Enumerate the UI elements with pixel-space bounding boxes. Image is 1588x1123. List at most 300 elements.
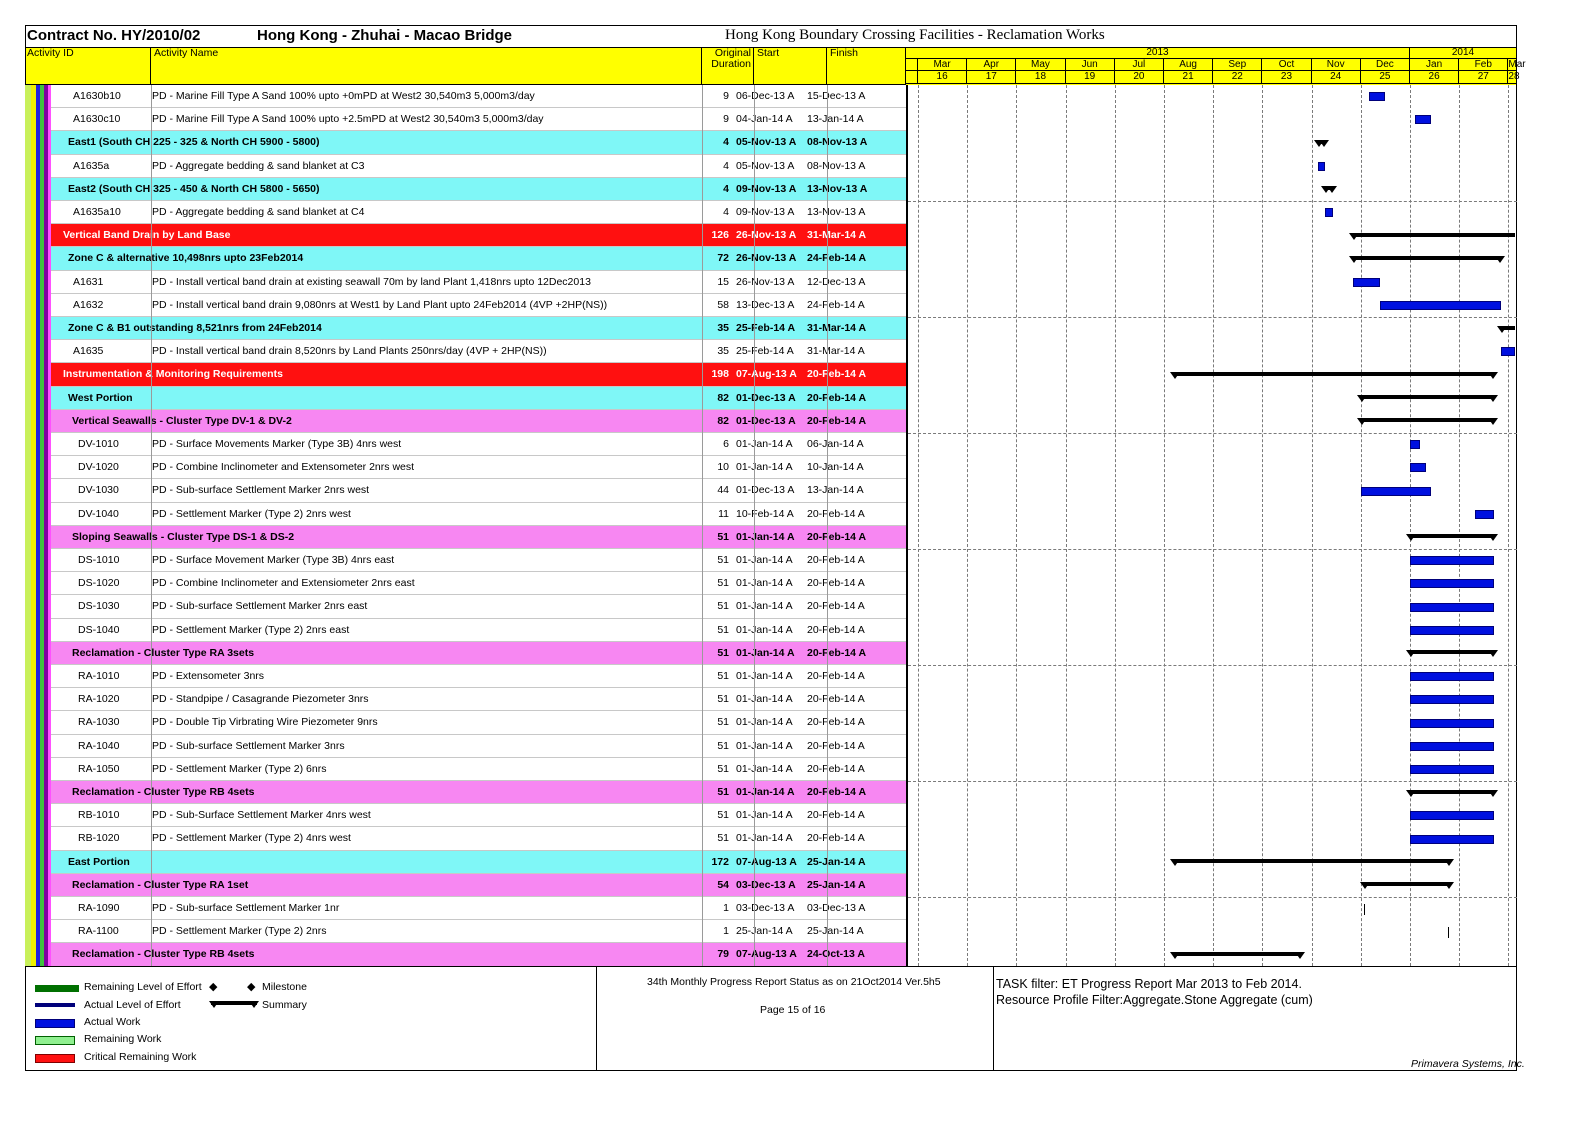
activity-row[interactable] bbox=[51, 479, 906, 502]
activity-id: RA-1100 bbox=[78, 925, 119, 938]
gantt-summary-bar[interactable] bbox=[1361, 395, 1494, 399]
activity-id: RA-1020 bbox=[78, 693, 120, 706]
activity-start: 01-Jan-14 A bbox=[736, 646, 795, 659]
activity-start: 25-Feb-14 A bbox=[736, 345, 794, 358]
activity-start: 01-Jan-14 A bbox=[736, 832, 793, 845]
activity-name: PD - Sub-Surface Settlement Marker 4nrs west bbox=[152, 809, 371, 822]
activity-duration: 51 bbox=[717, 577, 729, 590]
activity-start: 07-Aug-13 A bbox=[736, 368, 797, 381]
activity-row[interactable] bbox=[51, 549, 906, 572]
wbs-group-row[interactable] bbox=[51, 874, 906, 897]
gantt-actual-bar[interactable] bbox=[1410, 672, 1494, 681]
header-activity-name[interactable]: Activity Name bbox=[151, 47, 702, 85]
activity-id: RA-1030 bbox=[78, 716, 120, 729]
gantt-summary-bar[interactable] bbox=[1353, 256, 1502, 260]
activity-start: 25-Jan-14 A bbox=[736, 925, 793, 938]
gantt-summary-bar[interactable] bbox=[1410, 650, 1494, 654]
activity-name: PD - Sub-surface Settlement Marker 3nrs bbox=[152, 739, 345, 752]
activity-finish: 31-Mar-14 A bbox=[807, 322, 867, 334]
activity-finish: 03-Dec-13 A bbox=[807, 902, 866, 914]
activity-id: DS-1010 bbox=[78, 554, 120, 566]
summary-end-icon bbox=[1444, 882, 1454, 889]
wbs-group-row[interactable] bbox=[51, 943, 906, 966]
wbs-group-row[interactable] bbox=[51, 317, 906, 340]
activity-finish: 24-Oct-13 A bbox=[807, 948, 865, 961]
gantt-band-line bbox=[908, 317, 1517, 318]
activity-duration: 51 bbox=[717, 600, 729, 613]
activity-row[interactable] bbox=[51, 155, 906, 178]
gantt-summary-bar[interactable] bbox=[1364, 882, 1450, 886]
milestone-diamond-icon: ◆ bbox=[247, 981, 256, 993]
header-duration[interactable]: Original Duration bbox=[702, 47, 754, 85]
activity-start: 03-Dec-13 A bbox=[736, 902, 795, 914]
gantt-actual-bar[interactable] bbox=[1410, 765, 1494, 774]
activity-duration: 1 bbox=[723, 925, 729, 938]
activity-name: PD - Settlement Marker (Type 2) 4nrs west bbox=[152, 832, 351, 845]
activity-duration: 51 bbox=[717, 693, 729, 706]
col-divider bbox=[827, 85, 828, 966]
summary-start-icon bbox=[1406, 790, 1416, 797]
activity-row[interactable] bbox=[51, 85, 906, 108]
gantt-actual-bar[interactable] bbox=[1410, 440, 1420, 449]
gantt-gridline bbox=[918, 85, 919, 966]
activity-finish: 15-Dec-13 A bbox=[807, 90, 866, 102]
legend-milestone: Milestone bbox=[262, 981, 307, 993]
week-number: 28 bbox=[1508, 71, 1520, 82]
summary-end-icon bbox=[1319, 140, 1329, 147]
activity-duration: 10 bbox=[717, 461, 729, 474]
gantt-actual-bar[interactable] bbox=[1410, 742, 1494, 751]
month-label: Mar bbox=[918, 59, 967, 71]
activity-duration: 126 bbox=[711, 229, 729, 242]
activity-finish: 20-Feb-14 A bbox=[807, 739, 865, 752]
activity-duration: 82 bbox=[717, 391, 729, 404]
activity-id: DV-1030 bbox=[78, 484, 119, 497]
activity-duration: 51 bbox=[717, 670, 729, 682]
gantt-actual-bar[interactable] bbox=[1448, 927, 1449, 938]
gantt-summary-bar[interactable] bbox=[1174, 859, 1450, 863]
activity-name: PD - Surface Movements Marker (Type 3B) 4nrs west bbox=[152, 438, 402, 450]
page-number: Page 15 of 16 bbox=[760, 1004, 826, 1016]
activity-start: 01-Jan-14 A bbox=[736, 530, 795, 543]
activity-row[interactable] bbox=[51, 201, 906, 224]
legend-actual-work-swatch bbox=[35, 1019, 75, 1028]
activity-name: PD - Sub-surface Settlement Marker 2nrs west bbox=[152, 484, 370, 497]
activity-row[interactable] bbox=[51, 433, 906, 456]
summary-end-icon bbox=[1295, 952, 1305, 959]
gantt-actual-bar[interactable] bbox=[1410, 695, 1494, 704]
activity-duration: 51 bbox=[717, 554, 729, 566]
activity-name: East1 (South CH 225 - 325 & North CH 5900 - 5800) bbox=[68, 136, 320, 149]
activity-start: 01-Dec-13 A bbox=[736, 484, 795, 497]
activity-finish: 20-Feb-14 A bbox=[807, 623, 865, 636]
gantt-actual-bar[interactable] bbox=[1475, 510, 1494, 519]
week-number: 20 bbox=[1115, 71, 1164, 84]
gantt-actual-bar[interactable] bbox=[1369, 92, 1385, 101]
activity-finish: 13-Nov-13 A bbox=[807, 206, 866, 218]
wbs-group-row[interactable] bbox=[51, 642, 906, 665]
activity-start: 01-Dec-13 A bbox=[736, 391, 796, 404]
summary-end-icon bbox=[249, 1001, 259, 1008]
activity-id: A1630b10 bbox=[73, 90, 121, 102]
activity-duration: 9 bbox=[723, 113, 729, 126]
activity-row[interactable] bbox=[51, 619, 906, 642]
summary-start-icon bbox=[1497, 326, 1507, 333]
activity-start: 01-Jan-14 A bbox=[736, 693, 793, 706]
gantt-actual-bar[interactable] bbox=[1410, 579, 1494, 588]
activity-name: PD - Sub-surface Settlement Marker 2nrs east bbox=[152, 600, 368, 613]
week-partial bbox=[906, 71, 918, 84]
summary-end-icon bbox=[1488, 372, 1498, 379]
activity-name: Zone C & B1 outstanding 8,521nrs from 24Feb2014 bbox=[68, 322, 322, 334]
week-number: 26 bbox=[1410, 71, 1459, 84]
wbs-group-row[interactable] bbox=[51, 851, 906, 874]
activity-name: PD - Install vertical band drain at existing seawall 70m by land Plant 1,418nrs upto 12Dec2013 bbox=[152, 275, 591, 288]
footer-divider bbox=[596, 966, 597, 1071]
activity-name: PD - Combine Inclinometer and Extensometer 2nrs west bbox=[152, 461, 415, 474]
activity-finish: 20-Feb-14 A bbox=[807, 600, 865, 613]
activity-duration: 51 bbox=[717, 623, 729, 636]
activity-row[interactable] bbox=[51, 595, 906, 618]
week-number: 21 bbox=[1164, 71, 1213, 84]
activity-id: RA-1010 bbox=[78, 670, 120, 682]
gantt-actual-bar[interactable] bbox=[1325, 208, 1333, 217]
month-label: Aug bbox=[1164, 59, 1213, 71]
activity-finish: 08-Nov-13 A bbox=[807, 136, 868, 149]
activity-name: PD - Surface Movement Marker (Type 3B) 4nrs east bbox=[152, 554, 395, 566]
gantt-gridline bbox=[1361, 85, 1362, 966]
week-number: 27 bbox=[1459, 71, 1508, 84]
gantt-gridline bbox=[1066, 85, 1067, 966]
activity-start: 26-Nov-13 A bbox=[736, 275, 795, 288]
activity-finish: 31-Mar-14 A bbox=[807, 229, 867, 242]
activity-finish: 20-Feb-14 A bbox=[807, 670, 865, 682]
activity-id: DV-1020 bbox=[78, 461, 119, 474]
activity-id: DS-1030 bbox=[78, 600, 120, 613]
activity-start: 01-Jan-14 A bbox=[736, 670, 793, 682]
activity-id: RA-1050 bbox=[78, 762, 120, 775]
wbs-group-row[interactable] bbox=[51, 224, 906, 247]
activity-name: West Portion bbox=[68, 391, 133, 404]
activity-finish: 25-Jan-14 A bbox=[807, 878, 866, 891]
activity-id: DV-1010 bbox=[78, 438, 119, 450]
gantt-summary-bar[interactable] bbox=[1174, 372, 1495, 376]
gantt-summary-bar[interactable] bbox=[1410, 790, 1494, 794]
activity-id: DS-1020 bbox=[78, 577, 120, 590]
activity-row[interactable] bbox=[51, 758, 906, 781]
gantt-band-line bbox=[908, 665, 1517, 666]
gantt-band-line bbox=[908, 781, 1517, 782]
activity-finish: 08-Nov-13 A bbox=[807, 159, 866, 172]
activity-name: PD - Install vertical band drain 8,520nrs by Land Plants 250nrs/day (4VP + 2HP(NS)) bbox=[152, 345, 547, 358]
activity-duration: 4 bbox=[723, 136, 729, 149]
week-number: 16 bbox=[918, 71, 967, 84]
gantt-actual-bar[interactable] bbox=[1380, 301, 1501, 310]
week-number: 22 bbox=[1213, 71, 1262, 84]
gantt-actual-bar[interactable] bbox=[1318, 162, 1325, 171]
activity-row[interactable] bbox=[51, 665, 906, 688]
header-finish[interactable]: Finish bbox=[827, 47, 906, 85]
task-filter: TASK filter: ET Progress Report Mar 2013 to Feb 2014. bbox=[996, 977, 1302, 991]
gantt-actual-bar[interactable] bbox=[1353, 278, 1380, 287]
activity-row[interactable] bbox=[51, 108, 906, 131]
activity-name: East Portion bbox=[68, 855, 130, 868]
summary-start-icon bbox=[1349, 233, 1359, 240]
wbs-group-row[interactable] bbox=[51, 526, 906, 549]
activity-duration: 51 bbox=[717, 739, 729, 752]
activity-row[interactable] bbox=[51, 711, 906, 734]
activity-finish: 13-Nov-13 A bbox=[807, 182, 868, 195]
activity-id: RA-1040 bbox=[78, 739, 120, 752]
activity-row[interactable] bbox=[51, 456, 906, 479]
month-label: Nov bbox=[1312, 59, 1361, 71]
gantt-summary-bar[interactable] bbox=[1174, 952, 1301, 956]
activity-name: PD - Extensometer 3nrs bbox=[152, 670, 265, 682]
activity-start: 01-Jan-14 A bbox=[736, 600, 793, 613]
activity-start: 01-Jan-14 A bbox=[736, 554, 793, 566]
wbs-level-bars bbox=[25, 85, 51, 966]
activity-row[interactable] bbox=[51, 897, 906, 920]
gantt-actual-bar[interactable] bbox=[1410, 626, 1494, 635]
activity-duration: 4 bbox=[723, 182, 729, 195]
header-activity-id[interactable]: Activity ID bbox=[25, 47, 151, 85]
activity-name: PD - Settlement Marker (Type 2) 2nrs bbox=[152, 925, 327, 938]
gantt-actual-bar[interactable] bbox=[1410, 463, 1426, 472]
activity-duration: 9 bbox=[723, 90, 729, 102]
activity-name: Sloping Seawalls - Cluster Type DS-1 & DS-2 bbox=[72, 530, 295, 543]
gantt-summary-bar[interactable] bbox=[1353, 233, 1515, 237]
activity-duration: 51 bbox=[717, 716, 729, 729]
activity-row[interactable] bbox=[51, 340, 906, 363]
activity-finish: 12-Dec-13 A bbox=[807, 275, 866, 288]
week-number: 24 bbox=[1312, 71, 1361, 84]
gantt-actual-bar[interactable] bbox=[1361, 487, 1431, 496]
activity-start: 26-Nov-13 A bbox=[736, 252, 797, 265]
activity-finish: 24-Feb-14 A bbox=[807, 252, 867, 265]
wbs-group-row[interactable] bbox=[51, 410, 906, 433]
activity-start: 09-Nov-13 A bbox=[736, 182, 797, 195]
activity-start: 25-Feb-14 A bbox=[736, 322, 796, 334]
activity-duration: 4 bbox=[723, 206, 729, 218]
gantt-band-line bbox=[908, 201, 1517, 202]
diamond-icon: ◆ bbox=[209, 981, 218, 993]
col-divider bbox=[754, 85, 755, 966]
activity-duration: 51 bbox=[717, 832, 729, 845]
activity-id: RB-1020 bbox=[78, 832, 120, 845]
activity-finish: 20-Feb-14 A bbox=[807, 762, 865, 775]
activity-id: DS-1040 bbox=[78, 623, 120, 636]
legend-actual-work: Actual Work bbox=[84, 1016, 141, 1028]
activity-start: 01-Jan-14 A bbox=[736, 786, 795, 798]
year-2013: 2013 bbox=[906, 47, 1410, 59]
summary-start-icon bbox=[1406, 650, 1416, 657]
activity-finish: 31-Mar-14 A bbox=[807, 345, 865, 358]
activity-duration: 198 bbox=[711, 368, 729, 381]
activity-row[interactable] bbox=[51, 920, 906, 943]
month-label: Mar bbox=[1508, 59, 1526, 70]
legend-remaining-loe: Remaining Level of Effort bbox=[84, 981, 202, 993]
activity-duration: 35 bbox=[717, 322, 729, 334]
wbs-group-row[interactable] bbox=[51, 387, 906, 410]
activity-name: PD - Standpipe / Casagrande Piezometer 3nrs bbox=[152, 693, 369, 706]
activity-name: Reclamation - Cluster Type RA 3sets bbox=[72, 646, 255, 659]
summary-end-icon bbox=[1495, 256, 1505, 263]
summary-end-icon bbox=[1488, 395, 1498, 402]
wbs-group-row[interactable] bbox=[51, 781, 906, 804]
month-label: Oct bbox=[1262, 59, 1311, 71]
activity-id: A1635 bbox=[73, 345, 104, 358]
activity-start: 07-Aug-13 A bbox=[736, 948, 797, 961]
month-label: Sep bbox=[1213, 59, 1262, 71]
activity-start: 07-Aug-13 A bbox=[736, 855, 797, 868]
week-number: 23 bbox=[1262, 71, 1311, 84]
gantt-actual-bar[interactable] bbox=[1364, 904, 1365, 915]
activity-name: PD - Aggregate bedding & sand blanket at C4 bbox=[152, 206, 365, 218]
summary-end-icon bbox=[1488, 418, 1498, 425]
summary-start-icon bbox=[1406, 534, 1416, 541]
week-number: 25 bbox=[1361, 71, 1410, 84]
activity-duration: 35 bbox=[717, 345, 729, 358]
activity-start: 01-Jan-14 A bbox=[736, 577, 793, 590]
summary-start-icon bbox=[1170, 859, 1180, 866]
activity-duration: 79 bbox=[717, 948, 729, 961]
activity-id: A1630c10 bbox=[73, 113, 121, 126]
activity-id: A1635a10 bbox=[73, 206, 121, 218]
vendor-credit: Primavera Systems, Inc. bbox=[1411, 1058, 1525, 1070]
month-label: Jun bbox=[1066, 59, 1115, 71]
activity-duration: 1 bbox=[723, 902, 729, 914]
activity-name: PD - Settlement Marker (Type 2) 2nrs west bbox=[152, 507, 351, 520]
activity-start: 10-Feb-14 A bbox=[736, 507, 794, 520]
summary-start-icon bbox=[209, 1001, 219, 1008]
month-label: Dec bbox=[1361, 59, 1410, 71]
gantt-gridline bbox=[1262, 85, 1263, 966]
summary-start-icon bbox=[1170, 372, 1180, 379]
activity-name: PD - Settlement Marker (Type 2) 2nrs east bbox=[152, 623, 350, 636]
activity-id: A1631 bbox=[73, 275, 104, 288]
activity-finish: 20-Feb-14 A bbox=[807, 646, 867, 659]
activity-duration: 44 bbox=[717, 484, 729, 497]
legend-summary: Summary bbox=[262, 999, 307, 1011]
gantt-band-line bbox=[908, 433, 1517, 434]
week-number: 18 bbox=[1016, 71, 1065, 84]
activity-finish: 24-Feb-14 A bbox=[807, 298, 865, 311]
activity-id: A1632 bbox=[73, 298, 104, 311]
activity-row[interactable] bbox=[51, 271, 906, 294]
activity-duration: 51 bbox=[717, 809, 729, 822]
gantt-gridline bbox=[1016, 85, 1017, 966]
legend-critical-swatch bbox=[35, 1054, 75, 1063]
activity-start: 05-Nov-13 A bbox=[736, 159, 795, 172]
summary-end-icon bbox=[1444, 859, 1454, 866]
activity-name: PD - Settlement Marker (Type 2) 6nrs bbox=[152, 762, 327, 775]
legend-remaining-work: Remaining Work bbox=[84, 1033, 162, 1045]
activity-duration: 4 bbox=[723, 159, 729, 172]
year-2014: 2014 bbox=[1410, 47, 1517, 59]
gantt-actual-bar[interactable] bbox=[1501, 347, 1515, 356]
wbs-group-row[interactable] bbox=[51, 131, 906, 154]
activity-finish: 20-Feb-14 A bbox=[807, 507, 865, 520]
activity-row[interactable] bbox=[51, 804, 906, 827]
activity-duration: 58 bbox=[717, 298, 729, 311]
activity-name: Vertical Seawalls - Cluster Type DV-1 & DV-2 bbox=[72, 414, 292, 427]
week-number: 17 bbox=[967, 71, 1016, 84]
wbs-group-row[interactable] bbox=[51, 363, 906, 386]
activity-finish: 20-Feb-14 A bbox=[807, 716, 865, 729]
legend-actual-loe: Actual Level of Effort bbox=[84, 999, 181, 1011]
gantt-gridline bbox=[1508, 85, 1509, 966]
activity-name: Reclamation - Cluster Type RB 4sets bbox=[72, 948, 255, 961]
activity-row[interactable] bbox=[51, 572, 906, 595]
gantt-actual-bar[interactable] bbox=[1410, 603, 1494, 612]
activity-duration: 6 bbox=[723, 438, 729, 450]
activity-row[interactable] bbox=[51, 503, 906, 526]
gantt-actual-bar[interactable] bbox=[1410, 835, 1494, 844]
activity-start: 01-Dec-13 A bbox=[736, 414, 796, 427]
activity-start: 01-Jan-14 A bbox=[736, 809, 793, 822]
activity-name: PD - Aggregate bedding & sand blanket at C3 bbox=[152, 159, 365, 172]
activity-start: 01-Jan-14 A bbox=[736, 716, 793, 729]
activity-name: PD - Combine Inclinometer and Extensiometer 2nrs east bbox=[152, 577, 415, 590]
gantt-actual-bar[interactable] bbox=[1410, 556, 1494, 565]
activity-finish: 20-Feb-14 A bbox=[807, 391, 867, 404]
activity-finish: 20-Feb-14 A bbox=[807, 809, 865, 822]
activity-row[interactable] bbox=[51, 735, 906, 758]
activity-finish: 20-Feb-14 A bbox=[807, 786, 867, 798]
activity-finish: 20-Feb-14 A bbox=[807, 832, 865, 845]
activity-name: Reclamation - Cluster Type RB 4sets bbox=[72, 786, 255, 798]
activity-row[interactable] bbox=[51, 294, 906, 317]
summary-start-icon bbox=[1357, 418, 1367, 425]
gantt-gridline bbox=[1312, 85, 1313, 966]
month-label: Apr bbox=[967, 59, 1016, 71]
activity-duration: 172 bbox=[711, 855, 729, 868]
legend-remaining-work-swatch bbox=[35, 1036, 75, 1045]
footer-divider bbox=[993, 966, 994, 1071]
gantt-actual-bar[interactable] bbox=[1415, 115, 1431, 124]
activity-name: PD - Install vertical band drain 9,080nrs at West1 by Land Plant upto 24Feb2014 (4VP +2HP(NS)) bbox=[152, 298, 608, 311]
activity-finish: 20-Feb-14 A bbox=[807, 693, 865, 706]
activity-row[interactable] bbox=[51, 688, 906, 711]
month-label: Jan bbox=[1410, 59, 1459, 71]
header-start[interactable]: Start bbox=[754, 47, 827, 85]
gantt-band-line bbox=[908, 897, 1517, 898]
activity-finish: 25-Jan-14 A bbox=[807, 925, 864, 938]
activity-duration: 72 bbox=[717, 252, 729, 265]
activity-name: PD - Double Tip Virbrating Wire Piezometer 9nrs bbox=[152, 716, 378, 729]
gantt-band-line bbox=[908, 549, 1517, 550]
activity-finish: 06-Jan-14 A bbox=[807, 438, 864, 450]
month-label: Feb bbox=[1459, 59, 1508, 71]
activity-start: 01-Jan-14 A bbox=[736, 438, 793, 450]
activity-name: Reclamation - Cluster Type RA 1set bbox=[72, 878, 249, 891]
gantt-actual-bar[interactable] bbox=[1410, 811, 1494, 820]
col-divider bbox=[702, 85, 703, 966]
works-title: Hong Kong Boundary Crossing Facilities - Reclamation Works bbox=[725, 27, 1105, 43]
activity-duration: 51 bbox=[717, 786, 729, 798]
activity-start: 01-Jan-14 A bbox=[736, 739, 793, 752]
gantt-actual-bar[interactable] bbox=[1410, 719, 1494, 728]
wbs-group-row[interactable] bbox=[51, 178, 906, 201]
gantt-summary-bar[interactable] bbox=[1410, 534, 1494, 538]
gantt-summary-bar[interactable] bbox=[1361, 418, 1494, 422]
wbs-group-row[interactable] bbox=[51, 247, 906, 270]
summary-end-icon bbox=[1488, 534, 1498, 541]
activity-start: 04-Jan-14 A bbox=[736, 113, 793, 126]
activity-name: Vertical Band Drain by Land Base bbox=[63, 229, 231, 242]
activity-row[interactable] bbox=[51, 827, 906, 850]
col-divider bbox=[151, 85, 152, 966]
